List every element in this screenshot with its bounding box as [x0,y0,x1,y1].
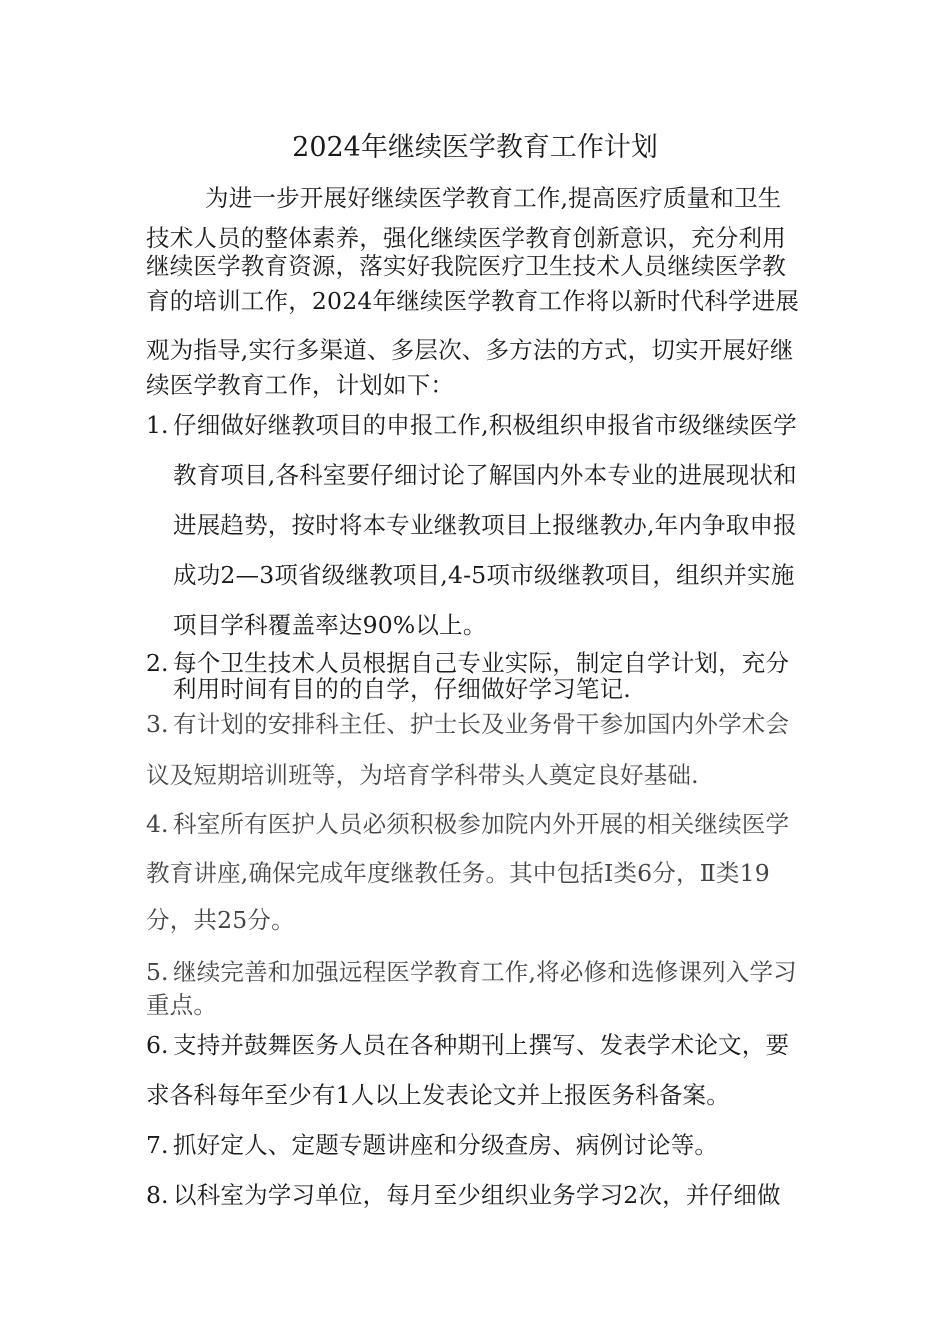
item-4-line-1: 科室所有医护人员必须积极参加院内外开展的相关继续医学 [173,810,790,838]
item-7-line-1: 抓好定人、定题专题讲座和分级查房、病例讨论等。 [173,1131,719,1159]
item-8-line-1: 以科室为学习单位，每月至少组织业务学习2次，并仔细做 [173,1181,781,1209]
item-2-line-2: 利用时间有目的的自学，仔细做好学习笔记. [173,675,631,703]
intro-line-6: 续医学教育工作，计划如下： [146,371,455,399]
item-4-number: 4. [146,810,169,838]
item-1-line-2: 教育项目,各科室要仔细讨论了解国内外本专业的进展现状和 [173,461,797,489]
item-6-number: 6. [146,1031,169,1059]
item-1-line-1: 仔细做好继教项目的申报工作,积极组织申报省市级继续医学 [173,411,797,439]
item-3-number: 3. [146,710,169,738]
item-8-number: 8. [146,1181,169,1209]
item-1-line-4: 成功2—3项省级继教项目,4-5项市级继教项目，组织并实施 [173,561,795,589]
intro-line-4: 育的培训工作，2024年继续医学教育工作将以新时代科学进展 [146,287,800,315]
item-5-line-1: 继续完善和加强远程医学教育工作,将必修和选修课列入学习 [173,958,797,986]
item-6-line-2: 求各科每年至少有1人以上发表论文并上报医务科备案。 [146,1081,730,1109]
item-3-line-1: 有计划的安排科主任、护士长及业务骨干参加国内外学术会 [173,710,790,738]
item-3-line-2: 议及短期培训班等，为培育学科带头人奠定良好基础. [146,761,699,789]
intro-line-5: 观为指导,实行多渠道、多层次、多方法的方式，切实开展好继 [146,336,794,364]
item-6-line-1: 支持并鼓舞医务人员在各种期刊上撰写、发表学术论文，要 [173,1031,790,1059]
item-4-line-2: 教育讲座,确保完成年度继教任务。其中包括Ⅰ类6分，Ⅱ类19 [146,859,770,887]
item-1-line-3: 进展趋势，按时将本专业继教项目上报继教办,年内争取申报 [173,511,797,539]
item-1-line-5: 项目学科覆盖率达90%以上。 [173,611,487,639]
intro-line-1: 为进一步开展好继续医学教育工作,提高医疗质量和卫生 [205,184,782,212]
item-5-line-2: 重点。 [146,991,218,1019]
intro-line-2: 技术人员的整体素养，强化继续医学教育创新意识，充分利用 [146,224,786,252]
item-2-number: 2. [146,649,169,677]
intro-line-3: 继续医学教育资源，落实好我院医疗卫生技术人员继续医学教 [146,252,786,280]
document-title: 2024年继续医学教育工作计划 [292,132,658,163]
item-2-line-1: 每个卫生技术人员根据自己专业实际，制定自学计划，充分 [173,649,790,677]
item-4-line-3: 分，共25分。 [146,906,295,934]
item-7-number: 7. [146,1131,169,1159]
item-5-number: 5. [146,958,169,986]
item-1-number: 1. [146,411,169,439]
